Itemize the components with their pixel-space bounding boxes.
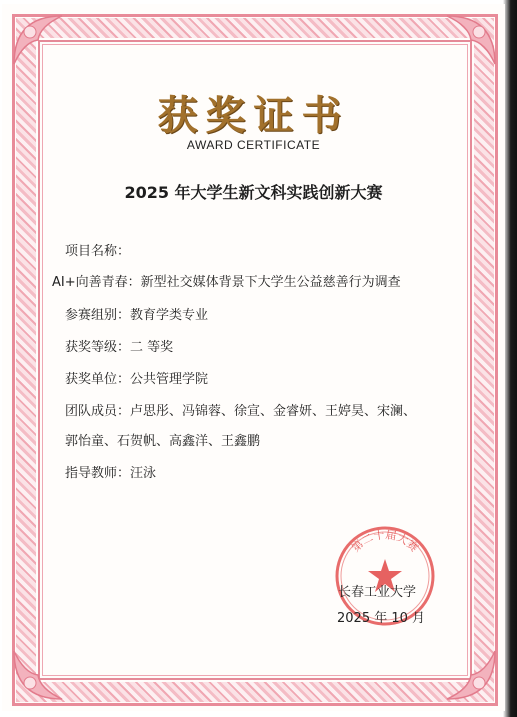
level-label: 获奖等级：	[65, 340, 131, 355]
issuer-name: 长春工业大学	[338, 585, 417, 600]
unit-value: 公共管理学院	[130, 372, 209, 387]
group-value: 教育学类专业	[130, 308, 209, 323]
competition-name: 2025 年大学生新文科实践创新大赛	[124, 183, 383, 202]
certificate-paper	[2, 4, 505, 711]
level-value: 二 等奖	[130, 340, 174, 355]
corner-ornament-top-left	[10, 12, 66, 68]
svg-text:第二十届大赛: 第二十届大赛	[349, 528, 421, 555]
corner-ornament-bottom-right	[443, 647, 499, 703]
members-line-2: 郭怡童、石贺帆、高鑫洋、王鑫鹏	[65, 434, 261, 449]
members-row	[65, 400, 416, 419]
group-row	[65, 304, 208, 323]
page-edge-shadow	[503, 0, 517, 717]
unit-label: 获奖单位：	[65, 372, 131, 387]
corner-ornament-bottom-left	[10, 647, 66, 703]
certificate-title: 获奖证书	[157, 92, 350, 139]
certificate-subtitle-en: AWARD CERTIFICATE	[186, 138, 321, 152]
members-label: 团队成员：	[65, 404, 131, 419]
project-label: 项目名称：	[65, 244, 131, 259]
corner-ornament-top-right	[443, 12, 499, 68]
members-line-1: 卢思彤、冯锦蓉、徐宣、金睿妍、王婷昊、宋澜、	[130, 404, 417, 419]
level-row	[65, 336, 173, 355]
issue-date: 2025 年 10 月	[337, 611, 426, 626]
advisor-row	[65, 462, 156, 481]
advisor-value: 汪泳	[130, 466, 157, 481]
unit-row	[65, 368, 208, 387]
advisor-label: 指导教师：	[65, 466, 131, 481]
project-name: AI+向善青春：新型社交媒体背景下大学生公益慈善行为调查	[52, 275, 401, 290]
group-label: 参赛组别：	[65, 308, 131, 323]
